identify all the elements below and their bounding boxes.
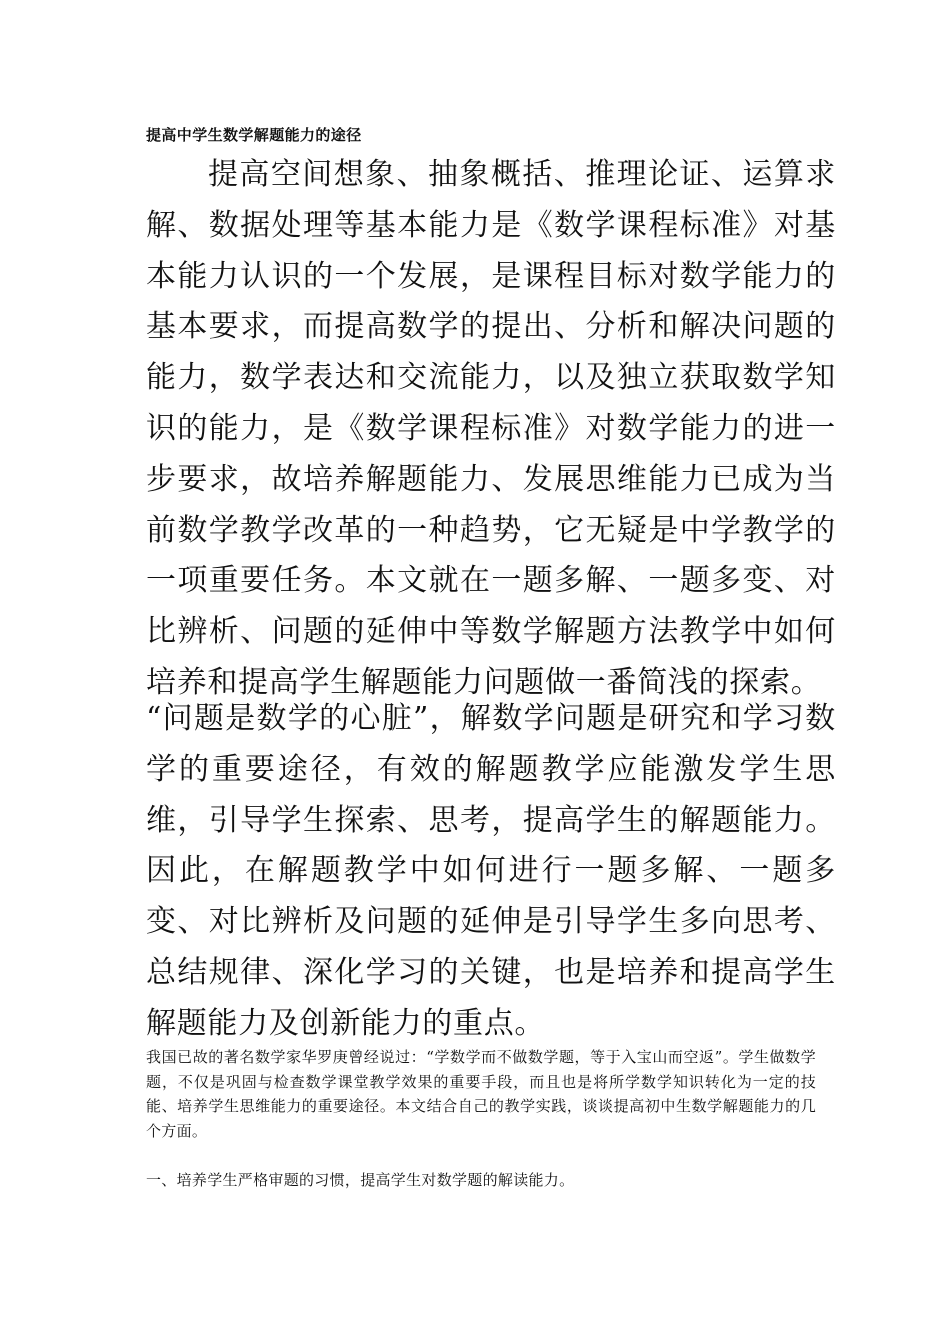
- document-title: 提高中学生数学解题能力的途径: [146, 126, 362, 144]
- quote-paragraph: 我国已故的著名数学家华罗庚曾经说过：“学数学而不做数学题，等于入宝山而空返”。学生做数学题，不仅是巩固与检查数学课堂教学效果的重要手段，而且也是将所学数学知识转化为一定的技能、培养学生思维能力的重要途径。本文结合自己的教学实践，谈谈提高初中生数学解题能力的几个方面。: [146, 1048, 816, 1140]
- problem-paragraph: “问题是数学的心脏”，解数学问题是研究和学习数学的重要途径，有效的解题教学应能激发学生思维，引导学生探索、思考，提高学生的解题能力。因此，在解题教学中如何进行一题多解、一题多变、对比辨析及问题的延伸是引导学生多向思考、总结规律、深化学习的关键，也是培养和提高学生解题能力及创新能力的重点。: [146, 701, 836, 1041]
- section-heading-1: 一、培养学生严格审题的习惯，提高学生对数学题的解读能力。: [146, 1171, 575, 1189]
- intro-paragraph: 提高空间想象、抽象概括、推理论证、运算求解、数据处理等基本能力是《数学课程标准》对基本能力认识的一个发展，是课程目标对数学能力的基本要求，而提高数学的提出、分析和解决问题的能力，数学表达和交流能力，以及独立获取数学知识的能力，是《数学课程标准》对数学能力的进一步要求，故培养解题能力、发展思维能力已成为当前数学教学改革的一种趋势，它无疑是中学教学的一项重要任务。本文就在一题多解、一题多变、对比辨析、问题的延伸中等数学解题方法教学中如何培养和提高学生解题能力问题做一番简浅的探索。: [146, 157, 836, 700]
